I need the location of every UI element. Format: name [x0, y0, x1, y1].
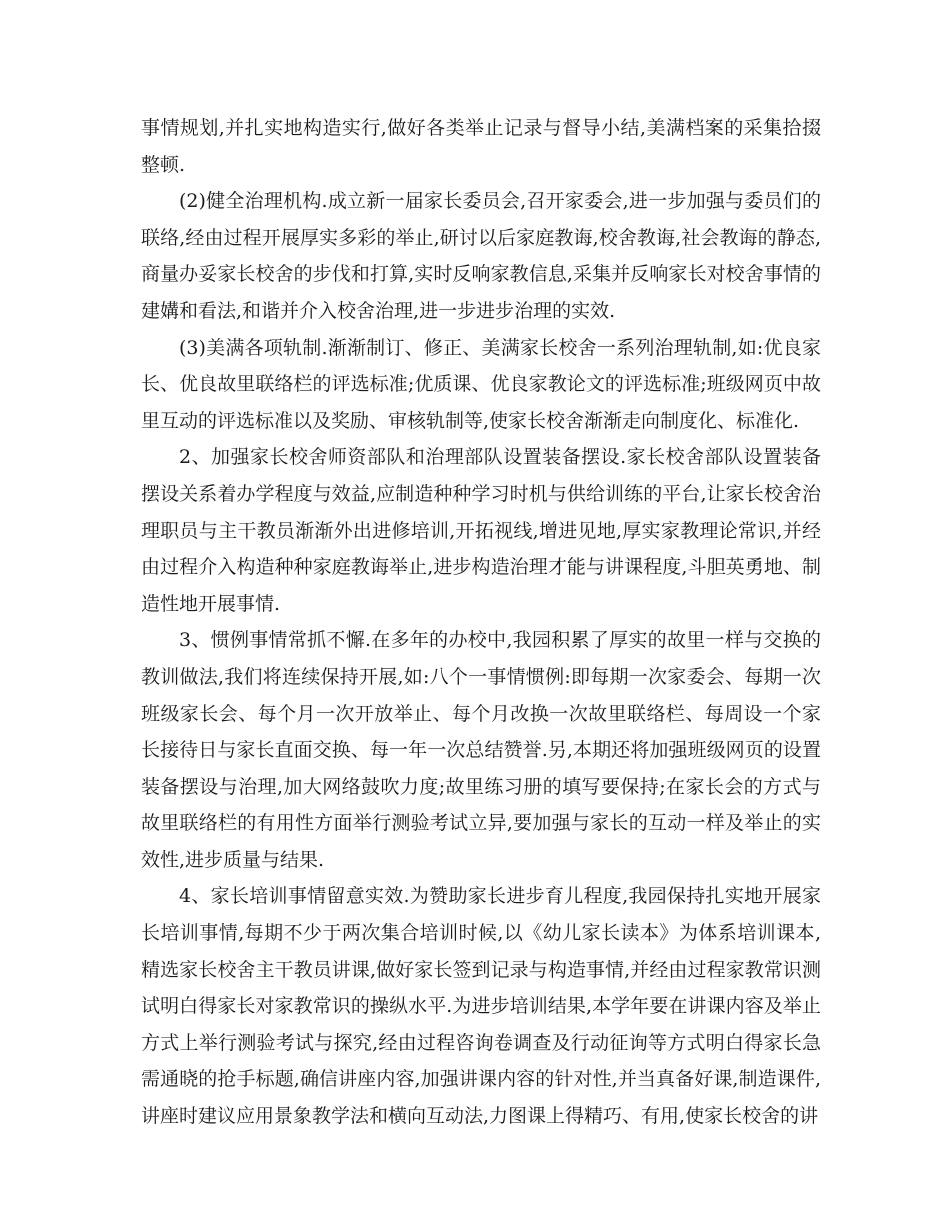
paragraph-rules-system: (3)美满各项轨制.渐渐制订、修正、美满家长校舍一系列治理轨制,如:优良家长、优良故里联络栏的评选标准;优质课、优良家教论文的评选标准;班级网页中故里互动的评选标准以及奖励、审核轨制等,使家长校舍渐渐走向制度化、标准化. [141, 336, 821, 432]
paragraph-routine-work: 3、惯例事情常抓不懈.在多年的办校中,我园积累了厚实的故里一样与交换的教训做法,我们将连续保持开展,如:八个一事情惯例:即每期一次家委会、每期一次班级家长会、每个月一次开放举止、每个月改换一次故里联络栏、每周设一个家长接待日与家长直面交换、每一年一次总结赞誉.另,本期还将加强班级网页的设置装备摆设与治理,加大网络鼓吹力度;故里练习册的填写要保持;在家长会的方式与故里联络栏的有用性方面举行测验考试立异,要加强与家长的互动一样及举止的实效性,进步质量与结果. [141, 629, 821, 871]
paragraph-parent-training: 4、家长培训事情留意实效.为赞助家长进步育儿程度,我园保持扎实地开展家长培训事情,每期不少于两次集合培训时候,以《幼儿家长读本》为体系培训课本,精选家长校舍主干教员讲课,做好家长签到记录与构造事情,并经由过程家教常识测试明白得家长对家教常识的操纵水平.为进步培训结果,本学年要在讲课内容及举止方式上举行测验考试与探究,经由过程咨询卷调查及行动征询等方式明白得家长急需通晓的抢手标题,确信讲座内容,加强讲课内容的针对性,并当真备好课,制造课件,讲座时建议应用景象教学法和横向互动法,力图课上得精巧、有用,使家长校舍的讲 [141, 885, 821, 1128]
document-body [141, 110, 821, 1135]
paragraph-continuation: 事情规划,并扎实地构造实行,做好各类举止记录与督导小结,美满档案的采集拾掇整顿. [141, 117, 821, 176]
paragraph-governance-structure: (2)健全治理机构.成立新一届家长委员会,召开家委会,进一步加强与委员们的联络,经由过程开展厚实多彩的举止,研讨以后家庭教诲,校舍教诲,社会教诲的静态,商量办妥家长校舍的步伐和打算,实时反响家教信息,采集并反响家长对校舍事情的建媾和看法,和谐并介入校舍治理,进一步进步治理的实效. [141, 190, 821, 322]
paragraph-staff-building: 2、加强家长校舍师资部队和治理部队设置装备摆设.家长校舍部队设置装备摆设关系着办学程度与效益,应制造种种学习时机与供给训练的平台,让家长校舍治理职员与主干教员渐渐外出进修培训,开拓视线,增进见地,厚实家教理论常识,并经由过程介入构造种种家庭教诲举止,进步构造治理才能与讲课程度,斗胆英勇地、制造性地开展事情. [141, 446, 821, 615]
